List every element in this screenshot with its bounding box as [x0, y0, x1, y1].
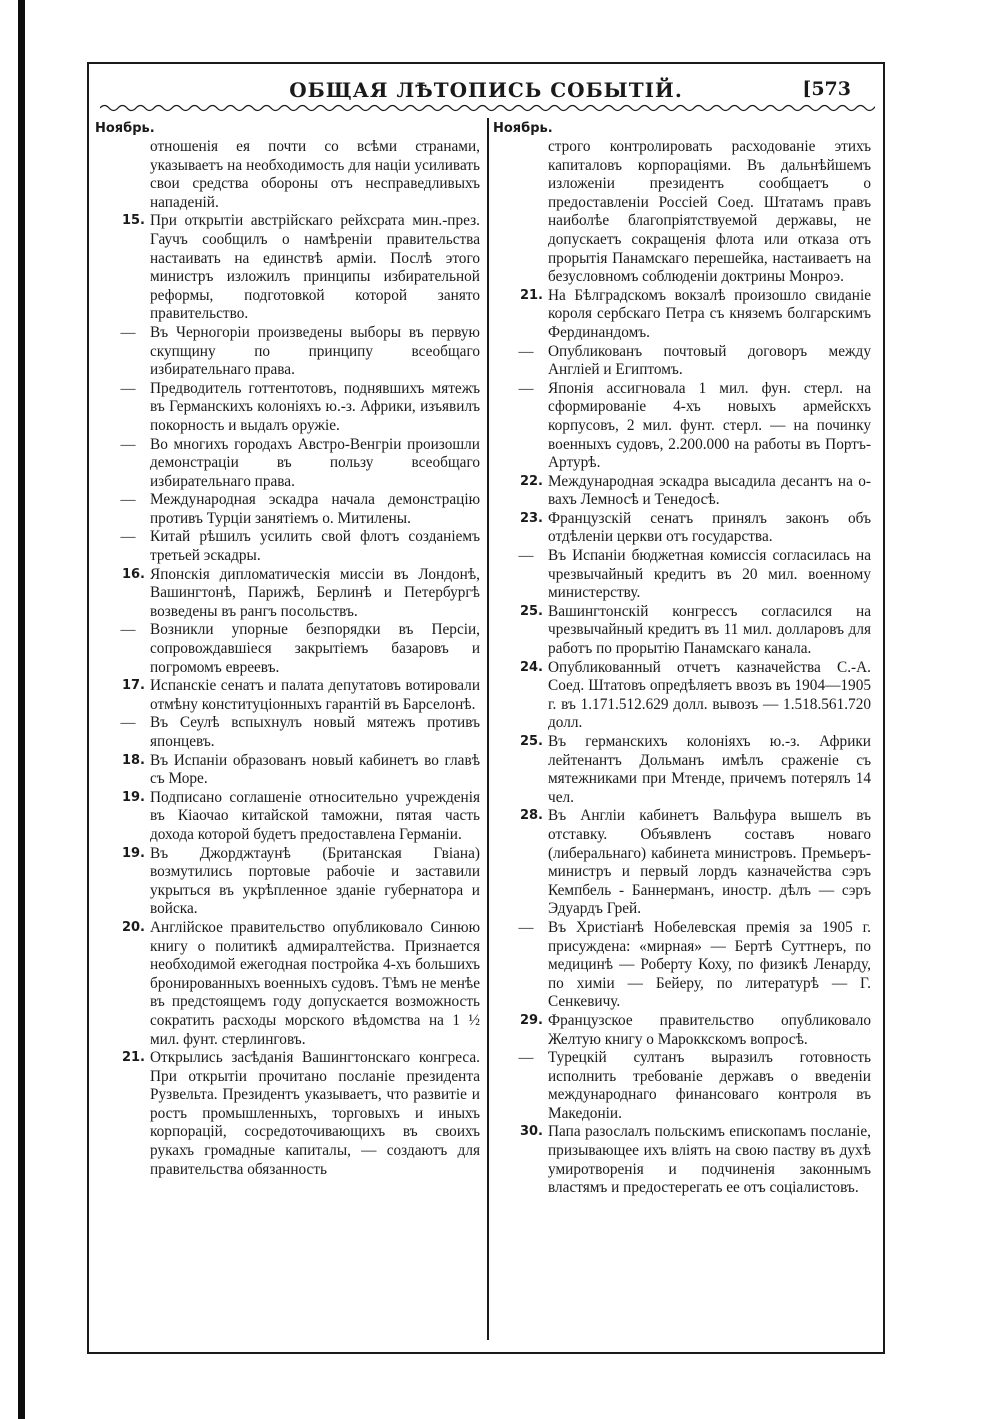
wavy-rule	[100, 102, 875, 114]
chronicle-entry	[95, 1049, 480, 1179]
entry-date: 24.	[519, 659, 543, 675]
entry-text: Испанскіе сенатъ и палата депутатовъ вотировали отмѣну конституціонныхъ гарантій въ Барселонѣ.	[150, 677, 480, 713]
chronicle-entry	[95, 752, 480, 789]
chronicle-entry	[493, 603, 871, 659]
chronicle-entry	[95, 491, 480, 528]
entry-text: Возникли упорные безпорядки въ Персіи, сопровождавшіеся закрытіемъ базаровъ и погромомъ евреевъ.	[150, 621, 480, 676]
entry-date: 19.	[121, 845, 145, 861]
entry-dash: —	[518, 1050, 534, 1067]
entry-dash: —	[518, 548, 534, 565]
page-title: ОБЩАЯ ЛѢТОПИСЬ СОБЫТІЙ.	[289, 78, 683, 102]
chronicle-entry	[95, 138, 480, 212]
month-heading: Ноябрь.	[95, 121, 155, 136]
entry-dash: —	[518, 380, 534, 397]
left-entries	[95, 138, 480, 1179]
entry-text: строго контролировать расходованіе этихъ капиталовъ корпораціями. Въ дальнѣйшемъ изложеніи президентъ сообщаетъ о предоставленіи Россіей Соед. Штатамъ правъ наиболѣе благопріятствуемой державы, не допускаетъ сокращенія флота или отказа отъ прорытія Панамскаго перешейка, настаиваетъ на безусловномъ соблюденіи доктрины Монроэ.	[548, 138, 871, 286]
entry-date: 22.	[519, 473, 543, 489]
entry-text: Въ Англіи кабинетъ Вальфура вышелъ въ отставку. Объявленъ составъ новаго (либеральнаго) кабинета министровъ. Премьеръ-министръ и первый лордъ казначейства сэръ Кемпбель - Баннерманъ, иностр. дѣлъ — сэръ Эдуардъ Грей.	[548, 807, 871, 918]
chronicle-entry	[95, 436, 480, 492]
entry-date: 28.	[519, 808, 543, 824]
chronicle-entry	[493, 1049, 871, 1123]
entry-date: 15.	[121, 213, 145, 229]
entry-text: Международная эскадра начала демонстрацію противъ Турціи занятіемъ о. Митилены.	[150, 491, 480, 527]
chronicle-entry	[95, 919, 480, 1049]
entry-date: 20.	[121, 919, 145, 935]
chronicle-entry	[493, 733, 871, 807]
entry-text: При открытіи австрійскаго рейхсрата мин.-през. Гаучъ сообщилъ о намѣреніи правительства настаивать на единствѣ арміи. Послѣ этого министръ изложилъ принципы избирательной реформы, подготовкой которой занято правительство.	[150, 212, 480, 323]
chronicle-entry	[493, 1012, 871, 1049]
entry-text: Въ Испаніи бюджетная комиссія согласилась на чрезвычайный кредитъ въ 20 мил. военному министерству.	[548, 547, 871, 602]
chronicle-entry	[95, 212, 480, 324]
chronicle-entry	[95, 789, 480, 845]
chronicle-entry	[493, 138, 871, 287]
entry-text: Въ Испаніи образованъ новый кабинетъ во главѣ съ Море.	[150, 751, 480, 788]
entry-text: Во многихъ городахъ Австро-Венгріи произошли демонстраціи въ пользу всеобщаго избирательнаго права.	[150, 435, 480, 490]
entry-dash: —	[518, 343, 534, 360]
chronicle-entry	[95, 324, 480, 380]
entry-date: 21.	[121, 1050, 145, 1066]
entry-text: Турецкій султанъ выразилъ готовность исполнить требованіе державъ о введеніи международнаго финансоваго контроля въ Македоніи.	[548, 1049, 871, 1122]
entry-date: 21.	[519, 287, 543, 303]
entry-text: Подписано соглашеніе относительно учрежденія въ Кіаочао китайской таможни, пятая часть дохода которой будетъ предоставлена Германіи.	[150, 788, 480, 843]
book-spine-shadow	[18, 0, 25, 1419]
entry-text: Въ Джорджтаунѣ (Британская Гвіана) возмутились портовые рабочіе и заставили укрыться въ укрѣпленное зданіе губернатора и войска.	[150, 844, 480, 918]
entry-date: 30.	[519, 1124, 543, 1140]
left-column	[95, 120, 480, 1179]
entry-dash: —	[518, 919, 534, 936]
entry-date: 23.	[519, 510, 543, 526]
entry-text: Предводитель готтентотовъ, поднявшихъ мятежъ въ Германскихъ колоніяхъ ю.-з. Африки, изъявилъ покорность и выдалъ оружіе.	[150, 379, 480, 434]
chronicle-entry	[493, 510, 871, 547]
chronicle-entry	[493, 1123, 871, 1197]
chronicle-entry	[95, 714, 480, 751]
entry-date: 25.	[519, 603, 543, 619]
chronicle-entry	[493, 287, 871, 343]
entry-text: На Бѣлградскомъ вокзалѣ произошло свиданіе короля сербскаго Петра съ княземъ болгарскимъ Фердинандомъ.	[548, 286, 871, 341]
chronicle-entry	[493, 380, 871, 473]
entry-text: Папа разослалъ польскимъ епископамъ посланіе, призывающее ихъ вліять на свою паству въ духѣ умиротворенія и подчиненія законнымъ властямъ и предостерегать ее отъ соціалистовъ.	[548, 1123, 871, 1197]
entry-text: Въ германскихъ колоніяхъ ю.-з. Африки лейтенантъ Дольманъ имѣлъ сраженіе съ мятежниками при Мтенде, причемъ потерялъ 14 чел.	[548, 733, 871, 806]
entry-text: Вашингтонскій конгрессъ согласился на чрезвычайный кредитъ въ 11 мил. долларовъ для работъ по прорытію Панамскаго канала.	[548, 602, 871, 658]
entry-text: Японія ассигновала 1 мил. фун. стерл. на сформированіе 4-хъ новыхъ армейскхъ корпусовъ, 2 мил. фунт. стерл. — на починку военныхъ судовъ, 2.200.000 на работы въ Портъ-Артурѣ.	[548, 379, 871, 472]
chronicle-entry	[493, 343, 871, 380]
page-number: [573	[802, 78, 851, 100]
chronicle-entry	[493, 547, 871, 603]
entry-date: 16.	[121, 566, 145, 582]
entry-text: Англійское правительство опубликовало Синюю книгу о политикѣ адмиралтейства. Признается необходимой ежегодная постройка 4-хъ большихъ бронированныхъ военныхъ судовъ. Тѣмъ не менѣе въ предстоящемъ году допускается возможность сократить расходы морского вѣдомства на 1 ½ мил. фунт. стерлинговъ.	[150, 918, 480, 1048]
entry-text: Въ Черногоріи произведены выборы въ первую скупщину по принципу всеобщаго избирательнаго права.	[150, 323, 480, 379]
chronicle-entry	[95, 528, 480, 565]
entry-dash: —	[120, 622, 136, 639]
entry-text: Японскія дипломатическія миссіи въ Лондонѣ, Вашингтонѣ, Парижѣ, Берлинѣ и Петербургѣ возведены въ рангъ посольствъ.	[150, 565, 480, 620]
column-divider	[487, 118, 489, 1340]
entry-date: 29.	[519, 1012, 543, 1028]
chronicle-entry	[493, 473, 871, 510]
entry-dash: —	[120, 380, 136, 397]
entry-text: Опубликованный отчетъ казначейства С.-А. Соед. Штатовъ опредѣляетъ ввозъ въ 1904—1905 г. въ 1.171.512.629 долл. вывозъ — 1.518.561.720 долл.	[548, 658, 871, 732]
chronicle-entry	[493, 919, 871, 1012]
entry-text: Въ Христіанѣ Нобелевская премія за 1905 г. присуждена: «мирная» — Бертѣ Суттнеръ, по медицинѣ — Роберту Коху, по физикѣ Ленарду, по химіи — Бейеру, по литературѣ — Г. Сенкевичу.	[548, 918, 871, 1011]
entry-date: 17.	[121, 678, 145, 694]
right-entries	[493, 138, 871, 1198]
entry-text: Въ Сеулѣ вспыхнулъ новый мятежъ противъ японцевъ.	[150, 714, 480, 750]
entry-dash: —	[120, 436, 136, 453]
entry-dash: —	[120, 715, 136, 732]
entry-text: Французскій сенатъ принялъ законъ объ отдѣленіи церкви отъ государства.	[548, 509, 871, 546]
entry-dash: —	[120, 529, 136, 546]
chronicle-entry	[95, 621, 480, 677]
entry-date: 18.	[121, 752, 145, 768]
month-heading: Ноябрь.	[493, 121, 553, 136]
entry-text: Опубликованъ почтовый договоръ между Англіей и Египтомъ.	[548, 342, 871, 379]
entry-text: Китай рѣшилъ усилить свой флотъ созданіемъ третьей эскадры.	[150, 528, 480, 565]
chronicle-entry	[95, 566, 480, 622]
chronicle-entry	[95, 677, 480, 714]
entry-dash: —	[120, 492, 136, 509]
right-column	[493, 120, 871, 1198]
entry-date: 19.	[121, 789, 145, 805]
chronicle-entry	[493, 659, 871, 733]
entry-text: Открылись засѣданія Вашингтонскаго конгреса. При открытіи прочитано посланіе президента Рузвельта. Президентъ указываетъ, что развитіе и ростъ промышленныхъ, торговыхъ и иныхъ корпорацій, сосредоточивающихъ въ своихъ рукахъ громадные капиталы, — создаютъ для правительства обязанность	[150, 1049, 480, 1178]
chronicle-entry	[95, 845, 480, 919]
chronicle-entry	[95, 380, 480, 436]
entry-text: Международная эскадра высадила десантъ на о-вахъ Лемносѣ и Тенедосѣ.	[548, 472, 871, 509]
entry-date: 25.	[519, 734, 543, 749]
entry-dash: —	[120, 324, 136, 341]
entry-text: отношенія ея почти со всѣми странами, указываетъ на необходимость для націи усиливать свои средства обороны отъ несправедливыхъ нападеній.	[150, 138, 480, 211]
entry-text: Французское правительство опубликовало Желтую книгу о Мароккскомъ вопросѣ.	[548, 1011, 871, 1048]
chronicle-entry	[493, 807, 871, 919]
